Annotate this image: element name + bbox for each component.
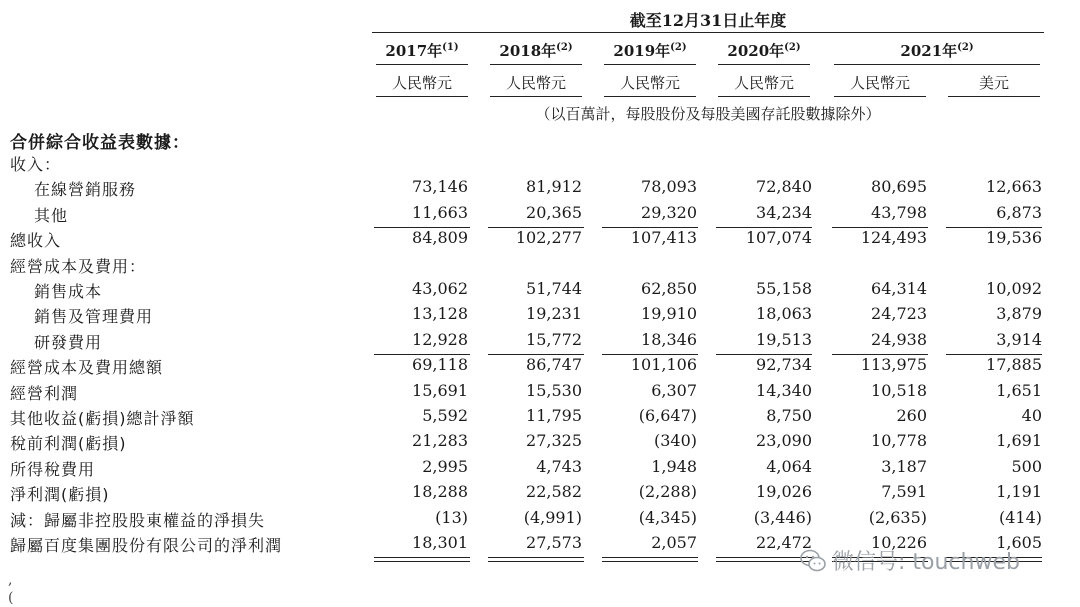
table-cell: 1,651 — [996, 380, 1042, 400]
year-header: 2017年$^{(1)}$ — [385, 42, 459, 60]
table-cell: (4,345) — [638, 507, 697, 527]
year-underline — [718, 64, 810, 65]
table-cell: 18,288 — [412, 482, 468, 502]
currency-unit: 人民幣元 — [391, 74, 452, 92]
row-label: 淨利潤(虧損) — [10, 485, 110, 505]
table-cell: 78,093 — [641, 177, 697, 197]
table-cell: (2,288) — [638, 482, 697, 502]
table-cell: 4,743 — [536, 456, 582, 476]
table-cell: 13,128 — [412, 304, 468, 324]
table-cell: 12,928 — [412, 329, 468, 349]
table-cell: 1,605 — [996, 533, 1042, 552]
table-cell: (13) — [435, 507, 468, 527]
table-cell: 29,320 — [641, 202, 697, 222]
table-cell: 22,472 — [756, 533, 812, 552]
table-cell: 3,879 — [996, 304, 1042, 324]
table-cell: 43,798 — [871, 202, 927, 222]
table-cell: 500 — [1011, 456, 1042, 476]
table-cell: 24,938 — [871, 329, 927, 349]
table-cell: (4,991) — [523, 507, 582, 527]
year-header: 2019年$^{(2)}$ — [613, 42, 687, 60]
table-cell: (340) — [653, 431, 697, 451]
table-cell: 43,062 — [412, 279, 468, 298]
table-cell: 51,744 — [526, 279, 582, 298]
table-cell: 40 — [1021, 406, 1042, 425]
table-cell: 64,314 — [871, 279, 927, 298]
table-cell: 19,536 — [986, 228, 1042, 248]
table-cell: 101,106 — [630, 355, 697, 375]
row-label: 在線營銷服務 — [34, 180, 137, 200]
table-cell: 34,234 — [756, 202, 812, 222]
row-label: 其他收益(虧損)總計淨額 — [10, 409, 195, 428]
table-cell: 10,226 — [871, 533, 927, 552]
table-cell: 55,158 — [756, 279, 812, 298]
currency-unit: 人民幣元 — [733, 74, 794, 92]
total-double-rule — [602, 557, 698, 558]
period-header: 截至12月31日止年度 — [629, 11, 787, 30]
table-cell: 27,325 — [526, 431, 582, 451]
year-underline — [834, 64, 1040, 65]
table-cell: 19,026 — [756, 482, 812, 502]
row-label: 研發費用 — [34, 332, 103, 352]
table-cell: 72,840 — [756, 177, 812, 197]
table-cell: 6,873 — [996, 202, 1042, 222]
row-label: 稅前利潤(虧損) — [10, 434, 127, 454]
unit-underline — [834, 96, 926, 97]
table-cell: 14,340 — [756, 380, 812, 400]
table-cell: 80,695 — [871, 177, 927, 197]
row-label: 其他 — [34, 205, 69, 225]
watermark-text: 微信号: touchweb — [832, 550, 1020, 575]
table-cell: (414) — [998, 507, 1042, 527]
table-cell: 69,118 — [412, 355, 468, 375]
table-cell: 19,910 — [641, 304, 697, 324]
table-cell: 84,809 — [412, 228, 468, 248]
row-label: 銷售成本 — [34, 282, 103, 301]
total-double-rule — [374, 557, 470, 558]
row-label: 總收入 — [10, 231, 62, 251]
table-cell: 18,301 — [412, 533, 468, 552]
total-double-rule — [488, 561, 584, 562]
table-cell: 18,346 — [641, 329, 697, 349]
watermark — [800, 545, 1020, 576]
table-cell: 19,231 — [526, 304, 582, 324]
table-cell: 19,513 — [756, 329, 812, 349]
table-cell: 3,914 — [996, 329, 1042, 349]
table-cell: 102,277 — [515, 228, 582, 248]
year-underline — [490, 64, 582, 65]
total-double-rule — [716, 561, 812, 562]
table-cell: 11,795 — [526, 406, 582, 425]
table-cell: 22,582 — [526, 482, 582, 502]
year-underline — [604, 64, 696, 65]
table-cell: 1,691 — [996, 431, 1042, 451]
table-cell: 21,283 — [412, 431, 468, 451]
row-label: 經營成本及費用總額 — [10, 358, 164, 378]
table-cell: (3,446) — [753, 507, 812, 527]
table-cell: 92,734 — [756, 355, 812, 375]
total-double-rule — [374, 561, 470, 562]
table-cell: 1,191 — [996, 482, 1042, 502]
year-header: 2018年$^{(2)}$ — [499, 42, 573, 60]
table-cell: 27,573 — [526, 533, 582, 552]
table-cell: 11,663 — [412, 202, 468, 222]
table-cell: 4,064 — [766, 456, 812, 476]
table-cell: 73,146 — [412, 177, 468, 197]
stray-mark-2: ( — [8, 590, 14, 606]
table-cell: 260 — [896, 406, 927, 425]
table-cell: 24,723 — [871, 304, 927, 324]
table-cell: 15,772 — [526, 329, 582, 349]
row-label: 收入： — [10, 155, 62, 174]
row-label: 減：歸屬非控股股東權益的淨損失 — [10, 510, 266, 530]
section-title: 合併綜合收益表數據： — [10, 133, 190, 153]
table-cell: (2,635) — [868, 507, 927, 527]
currency-unit: 人民幣元 — [505, 74, 566, 92]
header-rule — [372, 32, 1044, 33]
table-cell: 113,975 — [860, 355, 927, 375]
row-label: 經營成本及費用： — [10, 256, 147, 276]
unit-underline — [718, 96, 810, 97]
row-label: 經營利潤 — [10, 383, 79, 403]
table-cell: 23,090 — [756, 431, 812, 451]
currency-unit: 美元 — [978, 74, 1009, 92]
unit-underline — [604, 96, 696, 97]
table-cell: 2,995 — [422, 456, 468, 476]
table-cell: 5,592 — [422, 406, 468, 425]
row-label: 歸屬百度集團股份有限公司的淨利潤 — [10, 536, 283, 555]
unit-underline — [376, 96, 468, 97]
currency-unit: 人民幣元 — [619, 74, 680, 92]
table-cell: 81,912 — [526, 177, 582, 197]
table-cell: 15,530 — [526, 380, 582, 400]
table-cell: 124,493 — [860, 228, 927, 248]
table-cell: 15,691 — [412, 380, 468, 400]
table-cell: 10,778 — [871, 431, 927, 451]
table-cell: 7,591 — [881, 482, 927, 502]
row-label: 銷售及管理費用 — [34, 307, 154, 327]
table-cell: (6,647) — [638, 406, 697, 425]
table-cell: 107,413 — [630, 228, 697, 248]
table-cell: 1,948 — [651, 456, 697, 476]
table-cell: 62,850 — [641, 279, 697, 298]
table-cell: 2,057 — [651, 533, 697, 552]
stray-mark-1: , — [8, 572, 13, 588]
unit-underline — [490, 96, 582, 97]
total-double-rule — [716, 557, 812, 558]
table-cell: 20,365 — [526, 202, 582, 222]
unit-underline — [948, 96, 1040, 97]
wechat-icon — [800, 548, 826, 574]
total-double-rule — [488, 557, 584, 558]
table-cell: 10,518 — [871, 380, 927, 400]
table-cell: 107,074 — [745, 228, 812, 248]
year-header: 2020年$^{(2)}$ — [727, 42, 801, 60]
table-cell: 12,663 — [986, 177, 1042, 197]
row-label: 所得稅費用 — [10, 459, 96, 479]
year-header: 2021年$^{(2)}$ — [900, 42, 974, 60]
table-cell: 18,063 — [756, 304, 812, 324]
table-cell: 17,885 — [986, 355, 1042, 375]
table-cell: 10,092 — [986, 279, 1042, 298]
year-underline — [376, 64, 468, 65]
table-cell: 6,307 — [651, 380, 697, 400]
table-cell: 8,750 — [766, 406, 812, 425]
total-double-rule — [602, 561, 698, 562]
table-cell: 86,747 — [526, 355, 582, 375]
table-cell: 3,187 — [881, 456, 927, 476]
scale-note: （以百萬計，每股股份及每股美國存託股數據除外） — [535, 105, 881, 123]
currency-unit: 人民幣元 — [849, 74, 910, 92]
